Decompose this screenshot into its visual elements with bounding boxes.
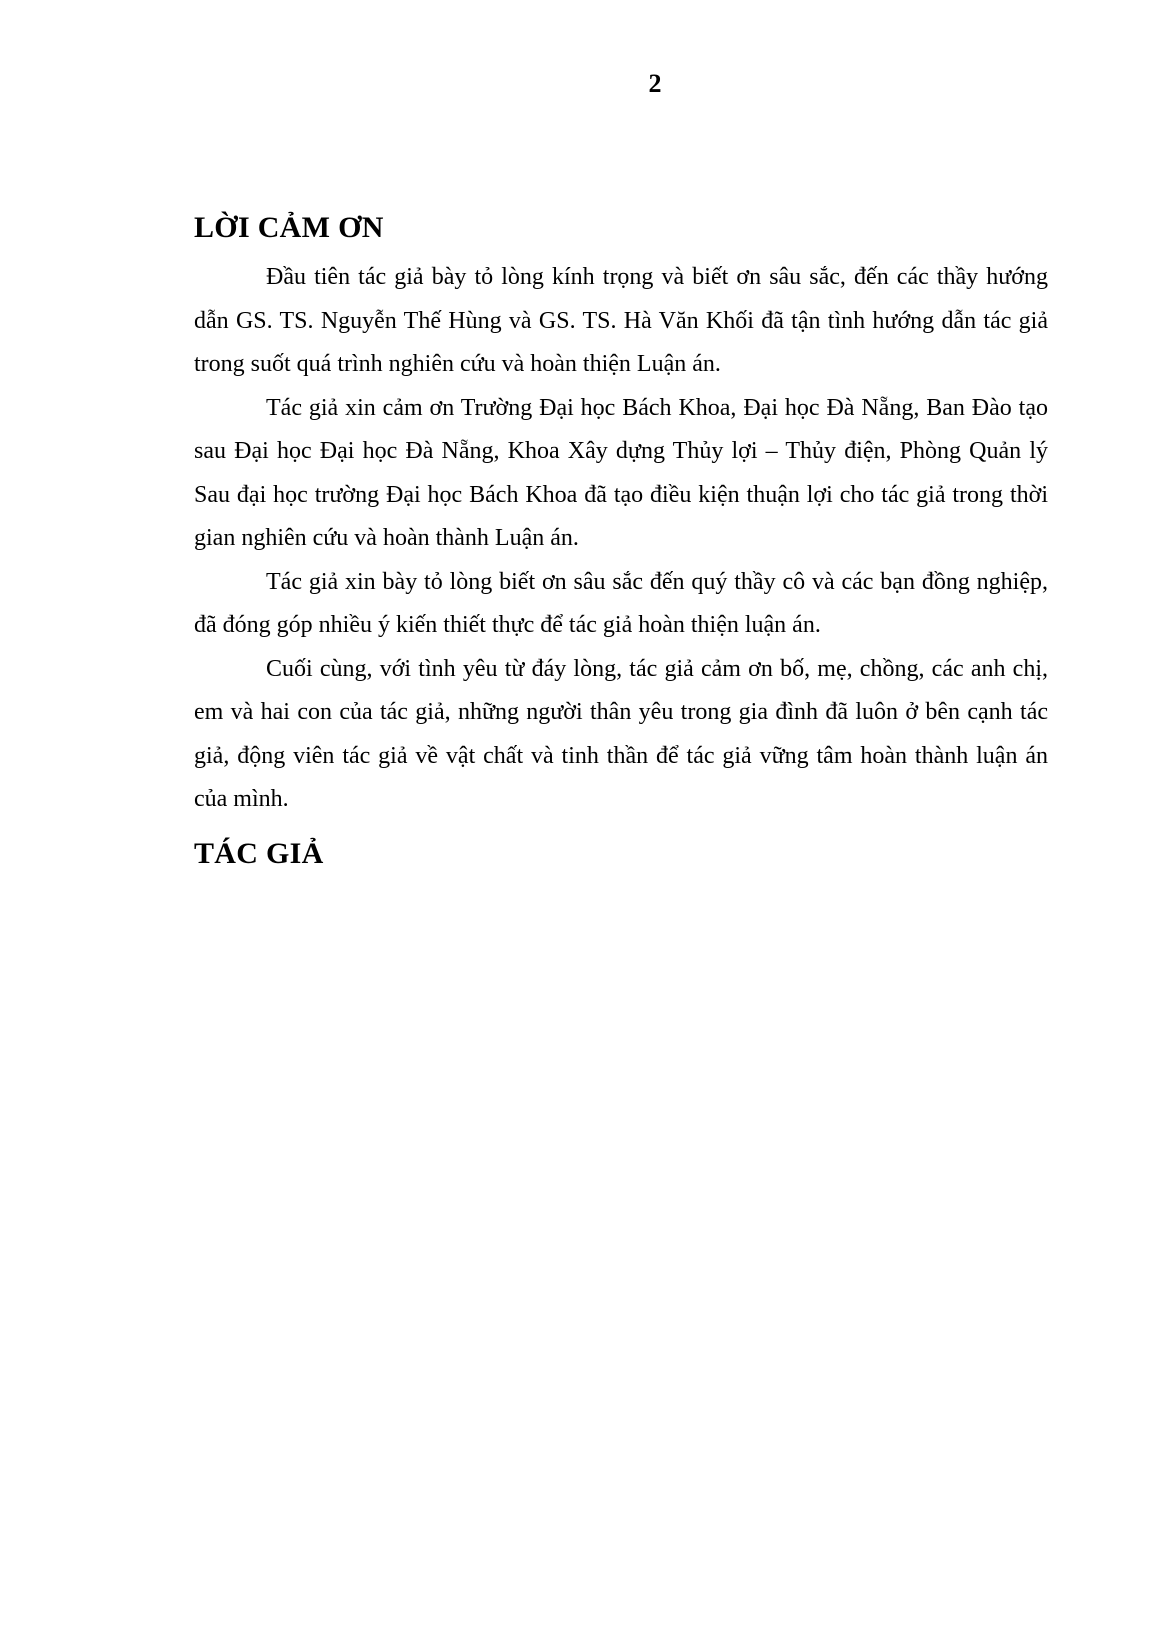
paragraph-colleagues: Tác giả xin bày tỏ lòng biết ơn sâu sắc đến quý thầy cô và các bạn đồng nghiệp, đã đóng góp nhiều ý kiến thiết thực để tác giả hoàn thiện luận án. — [194, 568, 1048, 638]
acknowledgement-heading: LỜI CẢM ƠN — [194, 211, 384, 244]
paragraph-institutions: Tác giả xin cảm ơn Trường Đại học Bách Khoa, Đại học Đà Nẵng, Ban Đào tạo sau Đại học Đại học Đà Nẵng, Khoa Xây dựng Thủy lợi – Thủy điện, Phòng Quản lý Sau đại học trường Đại học Bách Khoa đã tạo điều kiện thuận lợi cho tác giả trong thời gian nghiên cứu và hoàn thành Luận án. — [194, 394, 1048, 551]
paragraph-advisors: Đầu tiên tác giả bày tỏ lòng kính trọng và biết ơn sâu sắc, đến các thầy hướng dẫn GS. TS. Nguyễn Thế Hùng và GS. TS. Hà Văn Khối đã tận tình hướng dẫn tác giả trong suốt quá trình nghiên cứu và hoàn thiện Luận án. — [194, 264, 1048, 377]
author-signature: TÁC GIẢ — [194, 836, 324, 870]
paragraph-family: Cuối cùng, với tình yêu từ đáy lòng, tác giả cảm ơn bố, mẹ, chồng, các anh chị, em và hai con của tác giả, những người thân yêu trong gia đình đã luôn ở bên cạnh tác giả, động viên tác giả về vật chất và tinh thần để tác giả vững tâm hoàn thành luận án của mình. — [194, 655, 1048, 812]
page-number: 2 — [648, 69, 662, 98]
acknowledgement-section — [194, 200, 1048, 882]
